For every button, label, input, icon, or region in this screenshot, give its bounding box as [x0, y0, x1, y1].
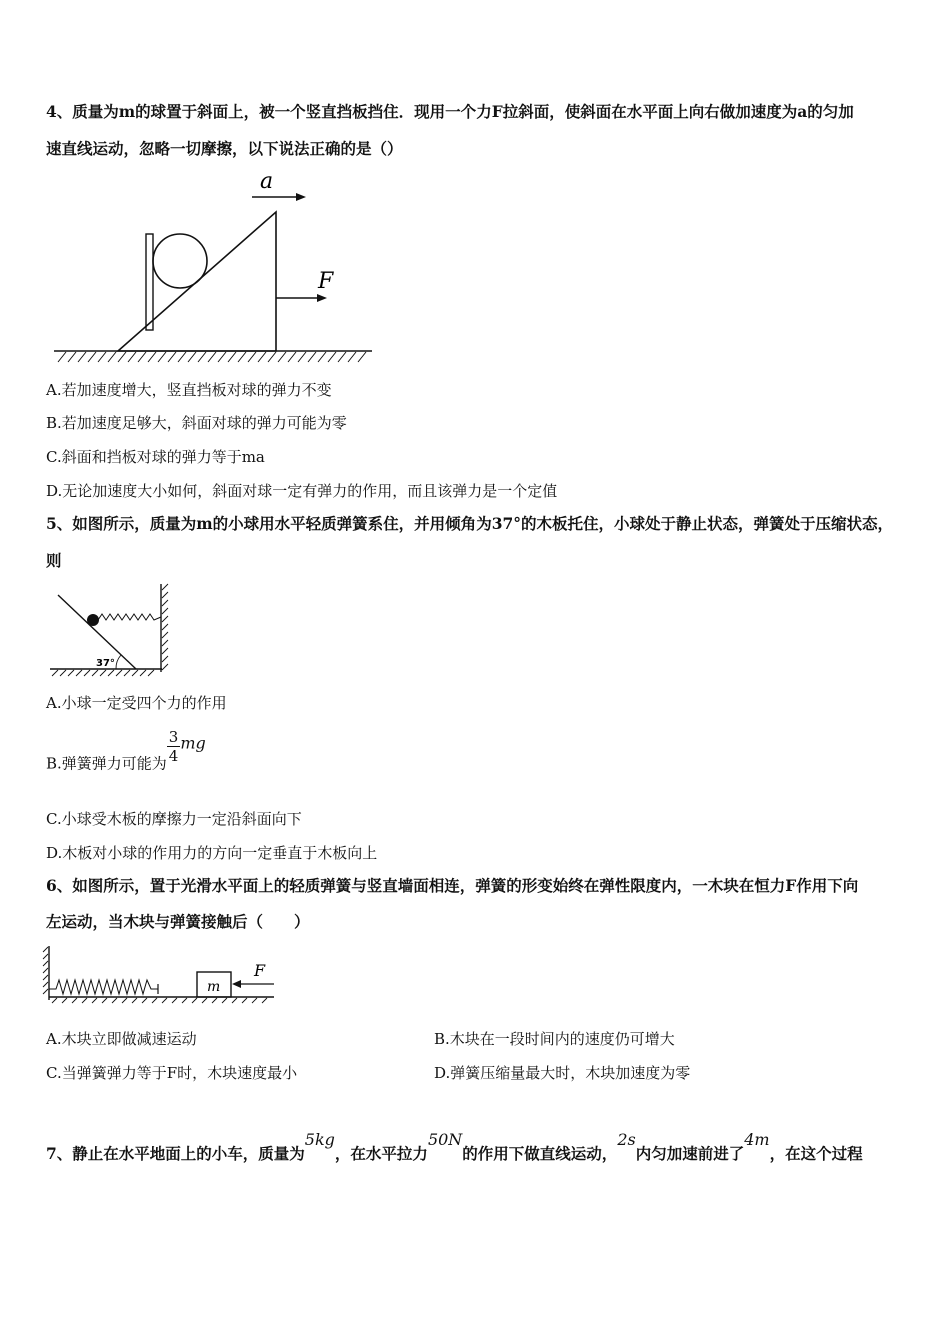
q5-option-c[interactable]: C.小球受木板的摩擦力一定沿斜面向下	[46, 810, 302, 828]
q6-force-arrow	[232, 980, 241, 988]
q5-frac-num: 3	[168, 728, 179, 746]
q4-option-b[interactable]: B.若加速度足够大，斜面对球的弹力可能为零	[46, 414, 347, 432]
q4-figure	[50, 168, 380, 364]
q5-option-a[interactable]: A.小球一定受四个力的作用	[46, 694, 227, 712]
q5-option-b-unit: mg	[180, 733, 206, 753]
q4-stem-line1: 4、质量为m的球置于斜面上，被一个竖直挡板挡住．现用一个力F拉斜面，使斜面在水平面上向右做加速度为a的匀加	[46, 102, 854, 121]
q7-mass: 5kg	[304, 1130, 335, 1149]
q6-stem-line2: 左运动，当木块与弹簧接触后（ ）	[46, 912, 310, 931]
q5-option-d[interactable]: D.木板对小球的作用力的方向一定垂直于木板向上	[46, 844, 378, 862]
q5-option-b-text: B.弹簧弹力可能为	[46, 754, 167, 773]
q4-label-F: F	[318, 269, 334, 294]
q7-text-5: ，在这个过程	[769, 1144, 863, 1163]
q4-stem-line2: 速直线运动，忽略一切摩擦，以下说法正确的是（）	[46, 139, 403, 158]
q4-ball	[153, 234, 207, 288]
q6-option-c[interactable]: C.当弹簧弹力等于F时，木块速度最小	[46, 1064, 298, 1082]
q4-accel-arrow	[296, 193, 306, 201]
q4-baffle	[146, 234, 153, 330]
q5-option-b-fraction	[167, 728, 181, 765]
q4-option-a[interactable]: A.若加速度增大，竖直挡板对球的弹力不变	[46, 381, 332, 399]
q4-option-d[interactable]: D.无论加速度大小如何，斜面对球一定有弹力的作用，而且该弹力是一个定值	[46, 482, 558, 500]
q7-text-2: ，在水平拉力	[334, 1144, 428, 1163]
q6-option-d[interactable]: D.弹簧压缩量最大时，木块加速度为零	[434, 1064, 691, 1082]
q5-option-b[interactable]	[46, 728, 206, 779]
q6-option-b[interactable]: B.木块在一段时间内的速度仍可增大	[434, 1030, 675, 1048]
q6-spring	[49, 980, 158, 994]
q7-time: 2s	[617, 1130, 636, 1149]
q4-label-a: a	[260, 169, 274, 194]
q5-figure	[48, 582, 172, 678]
q4-force-arrow	[317, 294, 327, 302]
q5-stem-line2: 则	[46, 551, 62, 570]
q7-stem	[46, 1130, 910, 1174]
q4-option-c[interactable]: C.斜面和挡板对球的弹力等于ma	[46, 448, 265, 466]
q6-label-F: F	[254, 961, 266, 980]
q6-stem-line1: 6、如图所示，置于光滑水平面上的轻质弹簧与竖直墙面相连，弹簧的形变始终在弹性限度内，一木块在恒力F作用下向	[46, 876, 859, 895]
q7-text-4: 内匀加速前进了	[635, 1144, 745, 1163]
q7-force: 50N	[427, 1130, 463, 1149]
q6-option-a[interactable]: A.木块立即做减速运动	[46, 1030, 197, 1048]
q7-text-3: 的作用下做直线运动，	[462, 1144, 618, 1163]
q5-frac-den: 4	[168, 747, 179, 765]
q5-angle-label: 37°	[96, 658, 115, 669]
q6-label-m: m	[207, 979, 221, 995]
q5-ball	[87, 614, 99, 626]
q5-stem-line1: 5、如图所示，质量为m的小球用水平轻质弹簧系住，并用倾角为37°的木板托住，小球处于静止状态，弹簧处于压缩状态，	[46, 514, 894, 533]
q7-text-1: 7、静止在水平地面上的小车，质量为	[46, 1144, 305, 1163]
q5-spring	[98, 614, 161, 620]
q6-figure	[42, 942, 278, 1004]
q7-distance: 4m	[744, 1130, 770, 1149]
